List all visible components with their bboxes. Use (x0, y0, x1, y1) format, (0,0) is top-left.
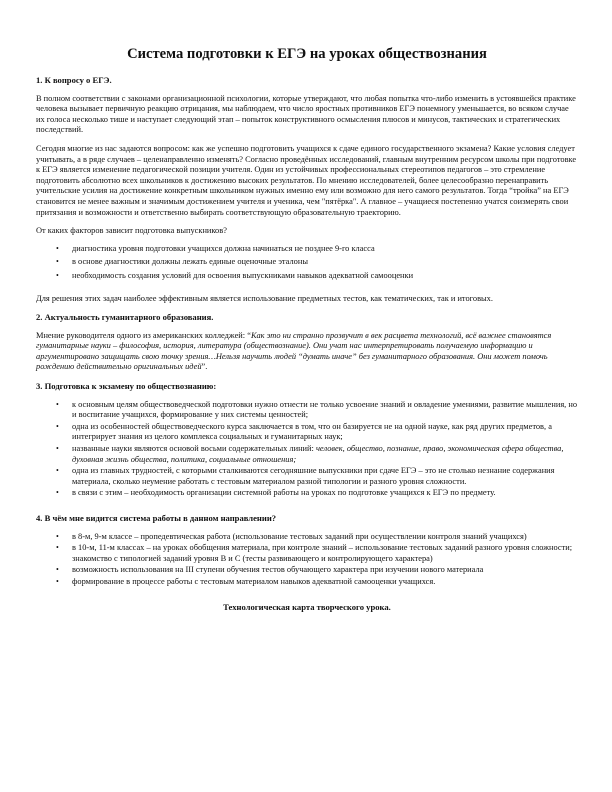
section-2-heading: 2. Актуальность гуманитарного образования. (36, 312, 214, 323)
quote-intro: Мнение руководителя одного из американских колледжей: “ (36, 330, 251, 340)
bullet-icon: • (56, 399, 59, 409)
bullet-icon: • (56, 576, 59, 586)
list-item (36, 257, 578, 268)
bullet-icon: • (56, 531, 59, 541)
list-item-text: в 8-м, 9-м классе – пропедевтическая работа (использование тестовых заданий при осуществлении контроля знаний учащихся) (72, 531, 527, 541)
list-item-text: к основным целям обществоведческой подготовки нужно отнести не только усвоение знаний и овладение умениями, развитие мышления, но и воспитание учащихся, формирование у них системы ценностей; (72, 399, 578, 420)
quote-text: Как это ни странно прозвучит в век расцвета технологий, всё важнее становятся гуманитарные науки – философия, история, литература (обществознание). Они учат нас интерпретировать получаемую информацию и аргументировано защищать свою точку зрения…Нельзя научить людей “думать иначе” без гуманитарного образования. Они может помочь рождению действительно оригинальных идей (36, 330, 552, 372)
list-item-text: необходимость создания условий для освоения выпускниками навыков адекватной самооценки (72, 270, 414, 280)
list-item (36, 444, 578, 465)
list-item-text: диагностика уровня подготовки учащихся должна начинаться не позднее 9-го класса (72, 243, 375, 253)
section-1-paragraph-2: Сегодня многие из нас задаются вопросом: как же успешно подготовить учащихся к сдаче единого государственного экзамена? Какие условия следует учитывать, а в ряде случаев – целенаправленно изменять? Согласно проведённых исследований, главным внутренним ресурсом школы при подготовке к ЕГЭ является изменение педагогической позиции учителя. Один из устойчивых профессиональных стереотипов педагогов – это стремление подготовить абсолютно всех школьников к достижению высоких результатов. По мнению исследователей, более целесообразно перенаправить учительские усилия на достижение конкретным школьником нужных именно ему или возможно для него самого результатов. Тогда “тройка” на ЕГЭ становится не менее важным и значимым достижением учителя и ученика, чем "пятёрка". А главное – учащиеся постепенно учатся соизмерять свои притязания и возможности и ответственно выбирать соответствующую образовательную траекторию. (36, 143, 577, 217)
bullet-icon: • (56, 444, 59, 454)
list-item (36, 466, 578, 487)
section-4-list (36, 532, 578, 588)
bullet-icon: • (56, 421, 59, 431)
bullet-icon: • (56, 270, 59, 280)
section-3-list (36, 400, 578, 499)
section-3-heading: 3. Подготовка к экзамену по обществознанию: (36, 381, 217, 392)
bullet-icon: • (56, 565, 59, 575)
bullet-icon: • (56, 243, 59, 253)
list-item (36, 400, 578, 421)
list-item (36, 244, 578, 255)
list-item-text: в связи с этим – необходимость организации системной работы на уроках по подготовке учащихся к ЕГЭ по предмету. (72, 488, 496, 498)
section-1-paragraph-1: В полном соответствии с законами организационной психологии, которые утверждают, что любая попытка что-либо изменить в устоявшейся практике человека вызывает первичную реакцию отрицания, мы наблюдаем, что число яростных противников ЕГЭ понемногу уменьшается, во всяком случае их голоса несколько тише и наступает следующий этап – попыток конструктивного осмысления плюсов и минусов, тактических и стратегических последствий. (36, 93, 576, 135)
list-item (36, 532, 578, 543)
list-item-text: возможность использования на III ступени обучения тестов обучающего характера при изучении нового материала (72, 565, 484, 575)
list-item-text: в основе диагностики должны лежать единые оценочные эталоны (72, 257, 308, 267)
section-1-lead: От каких факторов зависит подготовка выпускников? (36, 226, 227, 236)
quote-end: ”. (201, 362, 208, 372)
list-item (36, 543, 578, 564)
list-item-italic: человек, общество, познание, право, экономическая сфера общества, духовная жизнь общества, политика, социальные отношения; (72, 444, 564, 464)
list-item (36, 565, 578, 576)
list-item (36, 488, 578, 499)
list-item-text: одна из главных трудностей, с которыми сталкиваются сегодняшние выпускники при сдаче ЕГЭ – это не столько незнание содержания материала, сколько неумение работать с тестовым материалом разной типологии и разного уровня сложности. (72, 466, 555, 486)
document-title: Система подготовки к ЕГЭ на уроках обществознания (127, 46, 487, 62)
bullet-icon: • (56, 257, 59, 267)
list-item-text: формирование в процессе работы с тестовым материалом навыков адекватной самооценки учащихся. (72, 576, 436, 586)
section-1-heading: 1. К вопросу о ЕГЭ. (36, 75, 112, 85)
bullet-icon: • (56, 488, 59, 498)
bullet-icon: • (56, 543, 59, 553)
footer-title: Технологическая карта творческого урока. (223, 601, 391, 612)
section-1-list (36, 244, 578, 282)
list-item-text: одна из особенностей обществоведческого курса заключается в том, что он базируется не на одной науке, как ряд других предметов, а интегрирует знания из целого комплекса социальных и гуманитарных наук; (72, 421, 552, 442)
list-item (36, 422, 578, 443)
list-item-text: в 10-м, 11-м классах – на уроках обобщения материала, при контроле знаний – использование тестовых заданий разного уровня сложности; знакомство с типологией заданий уровня В и С (тесты развивающего и контролирующего характера) (72, 543, 573, 563)
list-item (36, 577, 578, 588)
list-item-text: названные науки являются основой восьми содержательных линий: (72, 444, 316, 454)
section-2-paragraph (36, 331, 578, 373)
section-4-heading: 4. В чём мне видится система работы в данном направлении? (36, 513, 277, 523)
bullet-icon: • (56, 466, 59, 476)
list-item (36, 271, 578, 282)
section-1-paragraph-3: Для решения этих задач наиболее эффективным является использование предметных тестов, как тематических, так и итоговых. (36, 293, 493, 303)
